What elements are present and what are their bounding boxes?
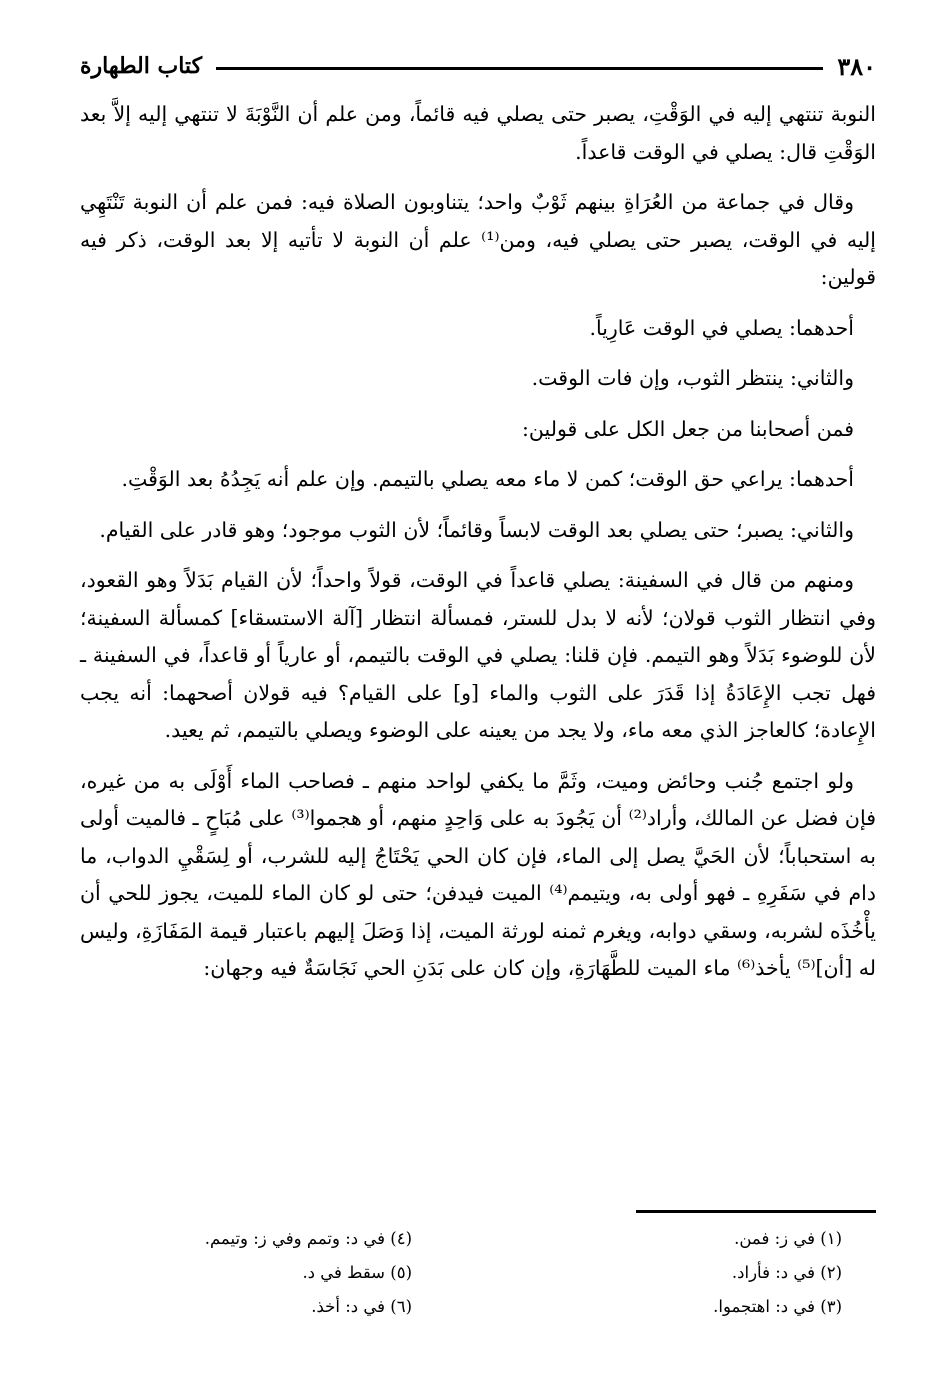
paragraph: أحدهما: يصلي في الوقت عَارِياً. (589, 315, 854, 340)
paragraph: النوبة تنتهي إليه في الوَقْتِ، يصبر حتى يصلي فيه قائماً، ومن علم أن النَّوْبَةَ لا تنتهي إليه إلاَّ بعد الوَقْتِ قال: يصلي في الوقت قاعداً. (80, 102, 876, 164)
paragraph: ومنهم من قال في السفينة: يصلي قاعداً في الوقت، قولاً واحداً؛ لأن القيام بَدَلاً وهو القعود، وفي انتظار الثوب قولان؛ لأنه لا بدل للستر، فمسألة انتظار [آلة الاستسقاء] كمسألة السفينة؛ لأن للوضوء بَدَلاً وهو التيمم. فإن قلنا: يصلي في الوقت بالتيمم، أو عارياً أو قاعداً، في السفينة ـ فهل تجب الإِعَادَةُ إذا قَدَرَ على الثوب والماء [و] على القيام؟ فيه قولان أصحهما: أنه يجب الإِعادة؛ كالعاجز الذي معه ماء، ولا يجد من يعينه على الوضوء ويصلي بالتيمم، ثم يعيد. (80, 568, 876, 742)
header-rule (216, 67, 823, 70)
page-header (80, 46, 876, 86)
main-text (80, 96, 876, 1001)
paragraph: أحدهما: يراعي حق الوقت؛ كمن لا ماء معه يصلي بالتيمم. وإن علم أنه يَجِدُهُ بعد الوَقْتِ. (121, 467, 854, 491)
footnote: (٦) في د: أخذ. (311, 1297, 412, 1316)
paragraph: والثاني: يصبر؛ حتى يصلي بعد الوقت لابساً وقائماً؛ لأن الثوب موجود؛ وهو قادر على القيام. (99, 517, 854, 542)
paragraph: وقال في جماعة من العُرَاةِ بينهم ثَوْبٌ واحد؛ يتناوبون الصلاة فيه: فمن علم أن النوبة تَنْتَهِي إليه في الوقت، يصبر حتى يصلي فيه، ومن⁽¹⁾ علم أن النوبة لا تأتيه إلا بعد الوقت، ذكر فيه قولين: (80, 190, 876, 289)
footnote: (١) في ز: فمن. (734, 1229, 842, 1248)
paragraph: ولو اجتمع جُنب وحائض وميت، وثَمَّ ما يكفي لواحد منهم ـ فصاحب الماء أَوْلَى به من غيره، فإن فضل عن المالك، وأراد⁽²⁾ أن يَجُودَ به على وَاحِدٍ منهم، أو هجموا⁽³⁾ على مُبَاحٍ ـ فالميت أولى به استحباباً؛ لأن الحَيَّ يصل إلى الماء، فإن كان الحي يَحْتَاجُ إليه للشرب، أو لِسَقْيِ الدواب، ما دام في سَفَرِهِ ـ فهو أولى به، ويتيمم⁽⁴⁾ الميت فيدفن؛ حتى لو كان الماء للميت، يجوز للحي أن يأْخُذَه لشربه، وسقي دوابه، ويغرم ثمنه لورثة الميت، إذا وَصَلَ إليهم باعتبار قيمة المَفَازَةِ، وليس له [أن]⁽⁵⁾ يأخذ⁽⁶⁾ ماء الميت للطَّهَارَةِ، وإن كان على بَدَنِ الحي نَجَاسَةٌ فيه وجهان: (80, 768, 876, 980)
book-title: كتاب الطهارة (80, 53, 203, 79)
footnotes-left-column (205, 1222, 412, 1324)
footnote: (٣) في د: اهتجموا. (713, 1297, 842, 1316)
footnote: (٤) في د: وتمم وفي ز: وتيمم. (204, 1229, 412, 1248)
footnotes-right-column (713, 1222, 842, 1324)
footnote: (٥) سقط في د. (302, 1263, 412, 1282)
paragraph: فمن أصحابنا من جعل الكل على قولين: (522, 416, 854, 441)
paragraph: والثاني: ينتظر الثوب، وإن فات الوقت. (531, 366, 854, 390)
footnote-separator (636, 1210, 876, 1213)
footnote: (٢) في د: فأراد. (731, 1263, 842, 1282)
page-number: ٣٨٠ (837, 51, 876, 81)
